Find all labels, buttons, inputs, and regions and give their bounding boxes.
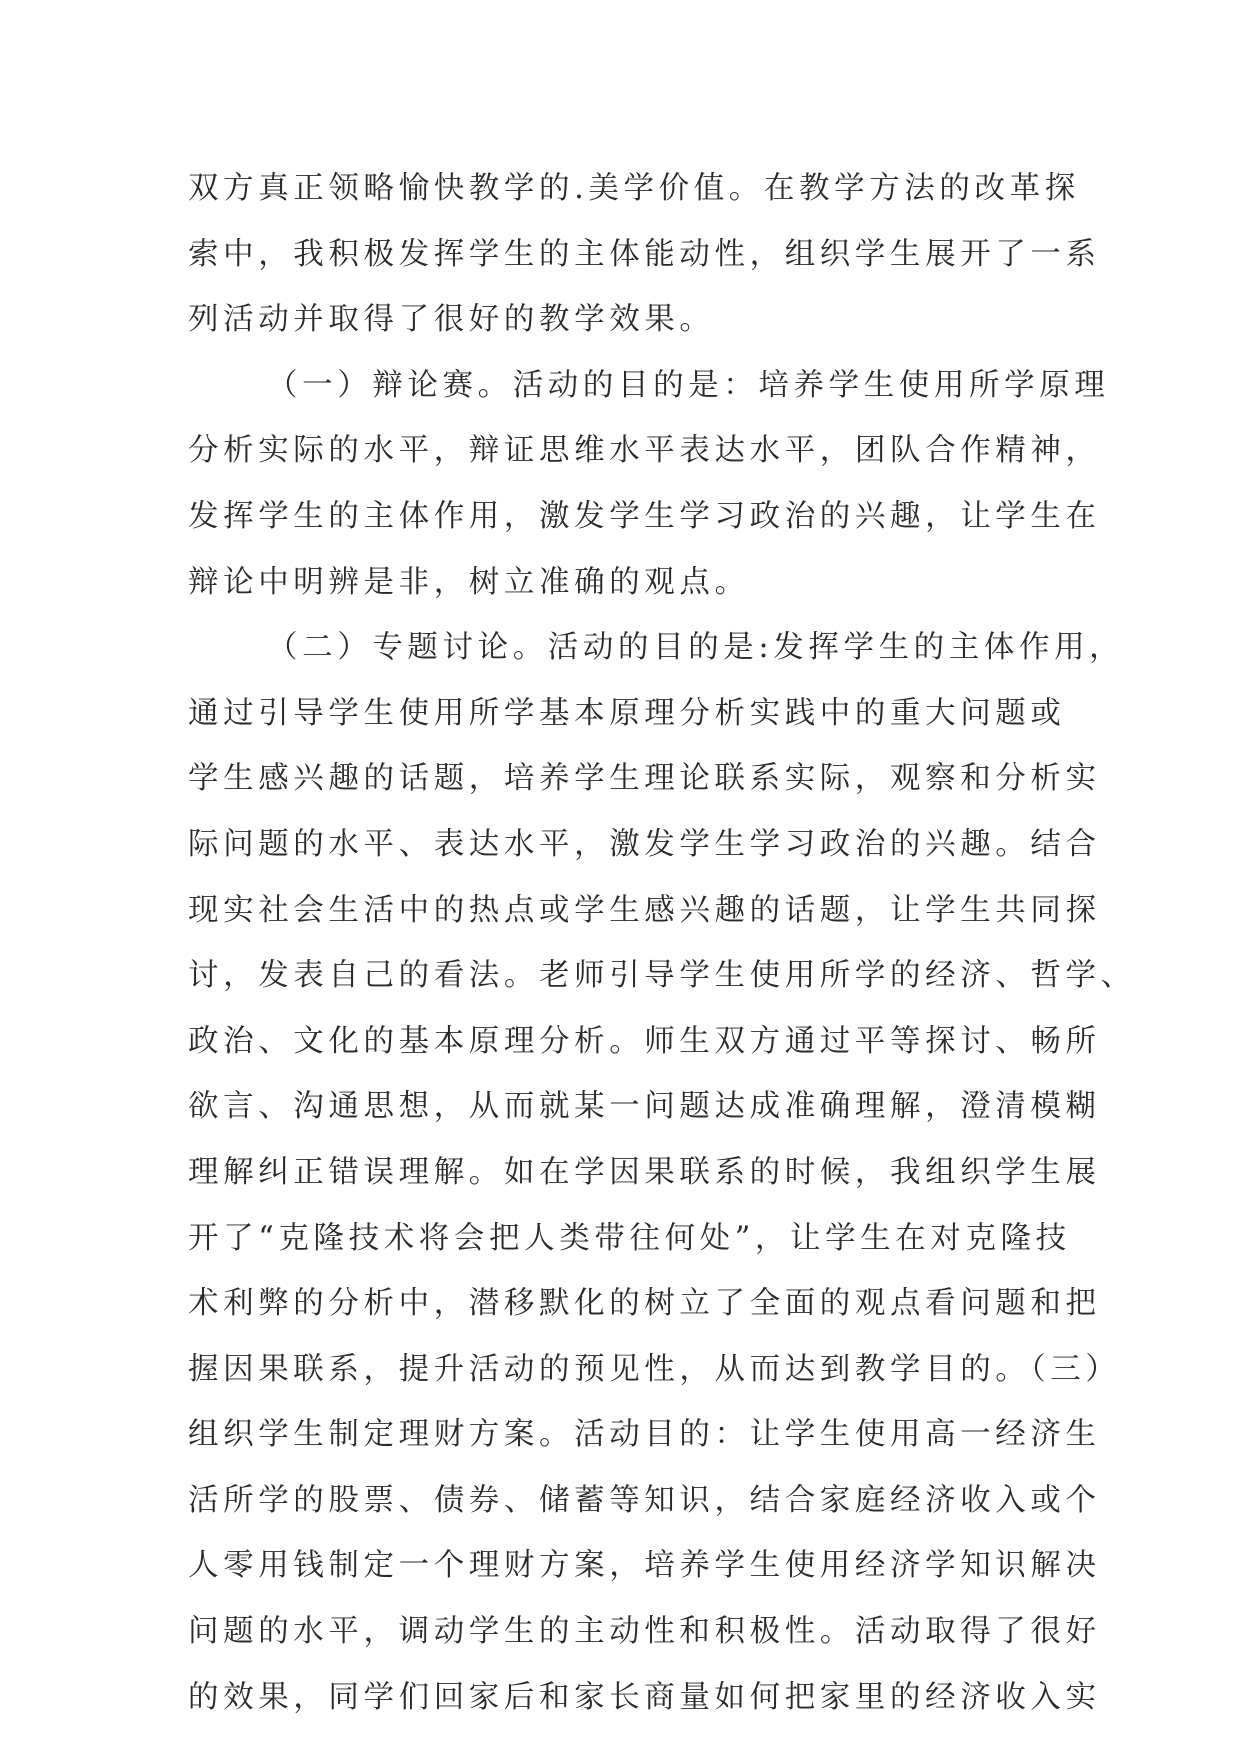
text-line: 发挥学生的主体作用，激发学生学习政治的兴趣，让学生在 xyxy=(188,498,1101,534)
body-text xyxy=(188,156,1136,1730)
text-line: 际问题的水平、表达水平，激发学生学习政治的兴趣。结合 xyxy=(188,826,1101,862)
text-line: 现实社会生活中的热点或学生感兴趣的话题，让学生共同探 xyxy=(188,892,1101,928)
text-line: 列活动并取得了很好的教学效果。 xyxy=(188,302,715,338)
text-line: （一）辩论赛。活动的目的是：培养学生使用所学原理 xyxy=(267,367,1110,403)
text-line: 理解纠正错误理解。如在学因果联系的时候，我组织学生展 xyxy=(188,1154,1101,1190)
text-line: 组织学生制定理财方案。活动目的：让学生使用高一经济生 xyxy=(188,1417,1101,1453)
text-line: 辩论中明辨是非，树立准确的观点。 xyxy=(188,564,750,600)
text-line: 术利弊的分析中，潜移默化的树立了全面的观点看问题和把 xyxy=(188,1286,1101,1322)
text-line: 问题的水平，调动学生的主动性和积极性。活动取得了很好 xyxy=(188,1614,1101,1650)
text-line: 握因果联系，提升活动的预见性，从而达到教学目的。（三） xyxy=(188,1351,1121,1387)
text-line: 人零用钱制定一个理财方案，培养学生使用经济学知识解决 xyxy=(188,1548,1101,1584)
text-line: 讨，发表自己的看法。老师引导学生使用所学的经济、哲学、 xyxy=(188,958,1136,994)
text-line: 欲言、沟通思想，从而就某一问题达成准确理解，澄清模糊 xyxy=(188,1089,1101,1125)
text-line: 索中，我积极发挥学生的主体能动性，组织学生展开了一系 xyxy=(188,236,1101,272)
text-line: 的效果，同学们回家后和家长商量如何把家里的经济收入实 xyxy=(188,1679,1101,1715)
text-line: 通过引导学生使用所学基本原理分析实践中的重大问题或 xyxy=(188,695,1066,731)
text-line: 学生感兴趣的话题，培养学生理论联系实际，观察和分析实 xyxy=(188,761,1101,797)
text-line: 政治、文化的基本原理分析。师生双方通过平等探讨、畅所 xyxy=(188,1023,1101,1059)
text-line: 双方真正领略愉快教学的.美学价值。在教学方法的改革探 xyxy=(188,171,1080,206)
text-line: 开了“克隆技术将会把人类带往何处”，让学生在对克隆技 xyxy=(188,1220,1071,1256)
text-line: 分析实际的水平，辩证思维水平表达水平，团队合作精神， xyxy=(188,433,1101,469)
text-line: （二）专题讨论。活动的目的是:发挥学生的主体作用， xyxy=(267,630,1125,666)
text-line: 活所学的股票、债券、储蓄等知识，结合家庭经济收入或个 xyxy=(188,1482,1101,1518)
